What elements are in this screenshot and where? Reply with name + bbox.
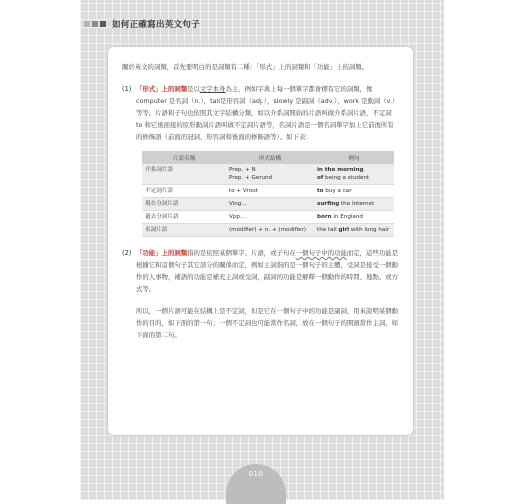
table-row: 現在分詞片語 Ving… surfing the Internet — [142, 198, 394, 211]
page-header-title: 如何正確寫出英文句子 — [112, 20, 201, 30]
section-1-number: (1) — [122, 85, 132, 93]
closing-paragraph: 所以，一個片語可能在結構上是不定詞，但是它在一個句子中的功能是副詞，用來說明某個動作的目的，如下面的第一句；一個不定詞也可能當作名詞，放在一個句子的開頭當作主詞，如下面的第二句。 — [136, 307, 399, 339]
section-form-classes — [122, 83, 399, 143]
table-row: 過去分詞片語 Vpp… born in England — [142, 211, 394, 224]
table-header-name: 片語名稱 — [142, 151, 226, 164]
page-header — [80, 16, 444, 32]
section-2-text: 「功能」上的詞類指的是依照某個單字、片語，或子句在一個句子中的功能而定，這些功能是根據它和這個句子其它部分的關係而定，例如主詞指的是一個句子的主體，受詞是接受一個動作的人事物，補語的功能是補充主詞或受詞，副詞的功能是解釋一個動作的時間、地點、或方式等。 — [136, 249, 399, 293]
intro-paragraph: 關於英文的詞類，首先要明白的是詞類有二種：「形式」上的詞類和「功能」上的詞類。 — [122, 63, 369, 71]
section-2-heading: 「功能」上的詞類 — [136, 249, 188, 257]
table-row: 名詞片語 (modifier) + n. + (modifier) the tall girl with long hair — [142, 224, 394, 237]
table-header-form: 形式結構 — [226, 151, 314, 164]
table-row: 不定詞片語 to + Vroot to buy a car — [142, 185, 394, 198]
phrase-table — [142, 151, 394, 237]
content-card — [107, 46, 414, 436]
table-row: 介系詞片語 Prep. + N Prep. + Gerund in the morning of being a student — [142, 164, 394, 185]
table-header-example: 例句 — [314, 151, 394, 164]
header-squares-icon — [84, 21, 106, 27]
section-1-heading: 「形式」上的詞類 — [136, 85, 188, 93]
section-1-text: 「形式」上的詞類是以文字本身為主，例如字典上每一個單字都會標有它的詞類，像 computer 是名詞（n.），tall是形容詞（adj.），slowly 是副詞（adv.），work 是動詞（v.）等等。片語和子句也依照其文字結構分類，如以介系詞開始的片語叫做介系詞片語，不定詞 to 和它後面接的原形動詞片語叫做不定詞片語等，名詞片語是一個名詞單字加上它前後所有的修飾語（前面的冠詞、形容詞和後面的修飾語等）。如下表： — [136, 85, 399, 141]
section-2-number: (2) — [122, 249, 132, 257]
section-function-classes — [122, 247, 399, 341]
page-number: 010 — [248, 470, 264, 478]
